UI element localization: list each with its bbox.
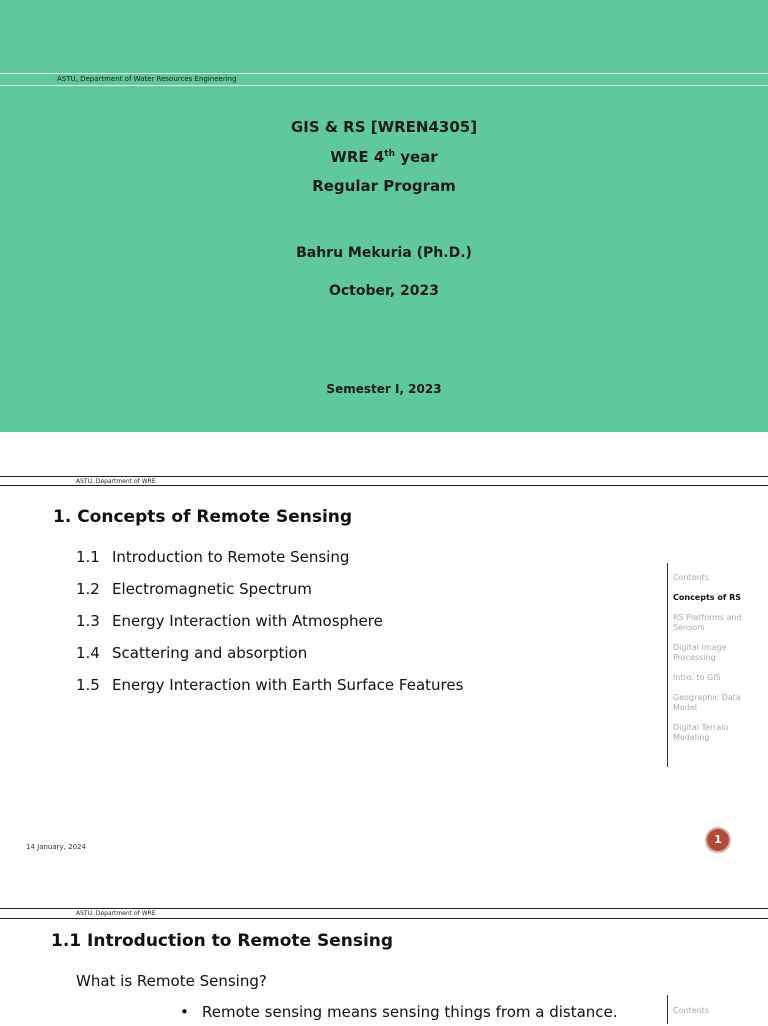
section-nav (673, 573, 753, 753)
nav-divider (667, 563, 668, 767)
course-year (0, 148, 768, 166)
slide-header: ASTU, Department of WRE (76, 478, 156, 485)
toc-label: Introduction to Remote Sensing (112, 548, 350, 566)
toc-item[interactable] (76, 676, 463, 708)
header-rule-bottom (0, 918, 768, 919)
header-rule-bottom (0, 85, 768, 86)
toc-label: Electromagnetic Spectrum (112, 580, 312, 598)
nav-item-gis[interactable]: Intro. to GIS (673, 673, 721, 682)
toc-label: Energy Interaction with Earth Surface Features (112, 676, 464, 694)
program: Regular Program (312, 177, 456, 195)
nav-item-platforms[interactable]: RS Platforms and Sensors (673, 613, 742, 632)
bullet-text: Remote sensing means sensing things from a distance. (202, 1003, 618, 1021)
nav-item-data-model[interactable]: Geographic Data Model (673, 693, 741, 712)
year-superscript: th (384, 149, 396, 159)
toc-item[interactable] (76, 644, 463, 676)
course-title: GIS & RS [WREN4305] (290, 118, 478, 136)
author: Bahru Mekuria (Ph.D.) (296, 245, 472, 261)
page-number-badge: 1 (707, 829, 729, 851)
section-title: 1.1 Introduction to Remote Sensing (51, 931, 394, 951)
bullet-item (180, 1003, 618, 1021)
toc-number: 1.4 (76, 644, 100, 662)
nav-item-contents[interactable]: Contents (673, 1006, 709, 1015)
slide-header: ASTU, Department of Water Resources Engineering (57, 75, 237, 83)
footer-date: 14 January, 2024 (26, 843, 86, 851)
section-nav (673, 1006, 753, 1026)
date: October, 2023 (328, 283, 440, 299)
toc-item[interactable] (76, 580, 463, 612)
bullet-marker: • (180, 1003, 189, 1021)
slide-header: ASTU, Department of WRE (76, 910, 156, 917)
header-rule-bottom (0, 485, 768, 486)
year-prefix: WRE 4 (330, 148, 385, 166)
toc-number: 1.5 (76, 676, 100, 694)
nav-item-contents[interactable]: Contents (673, 573, 709, 582)
toc-item[interactable] (76, 548, 463, 580)
toc-label: Scattering and absorption (112, 644, 308, 662)
nav-item-image-processing[interactable]: Digital Image Processing (673, 643, 727, 662)
header-rule-top (0, 476, 768, 477)
toc-number: 1.3 (76, 612, 100, 630)
section-title: 1. Concepts of Remote Sensing (53, 507, 353, 527)
header-rule-top (0, 73, 768, 74)
title-slide (0, 0, 768, 432)
header-rule-top (0, 908, 768, 909)
semester: Semester I, 2023 (326, 382, 442, 396)
toc-item[interactable] (76, 612, 463, 644)
nav-item-concepts[interactable]: Concepts of RS (673, 593, 742, 602)
nav-item-terrain[interactable]: Digital Terrain Modeling (673, 723, 729, 742)
question: What is Remote Sensing? (76, 972, 267, 990)
toc-label: Energy Interaction with Atmosphere (112, 612, 383, 630)
toc-number: 1.2 (76, 580, 100, 598)
toc-number: 1.1 (76, 548, 100, 566)
toc-list (76, 548, 463, 708)
year-suffix: year (395, 148, 438, 166)
nav-divider (667, 995, 668, 1024)
